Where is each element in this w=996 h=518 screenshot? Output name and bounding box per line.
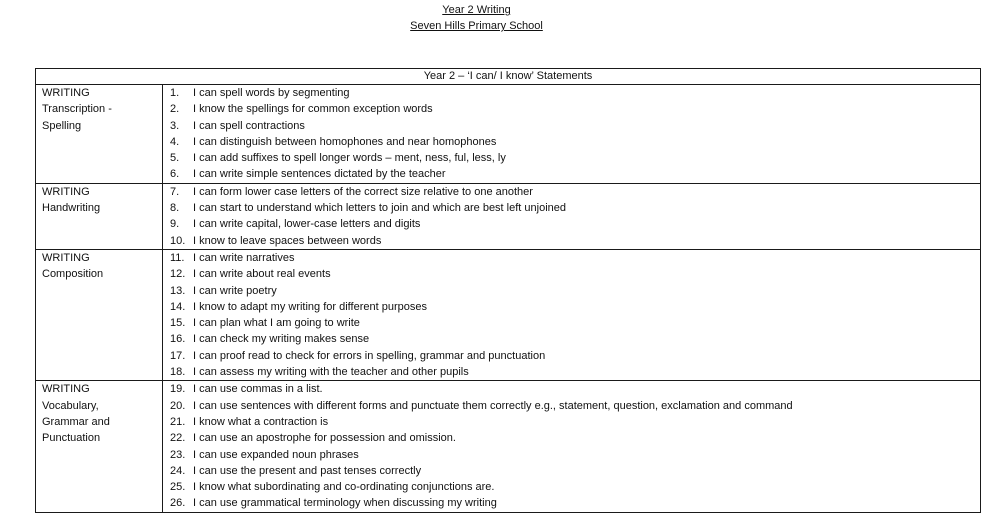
statement-number: 1.: [170, 87, 180, 99]
statement-item: [163, 398, 980, 414]
statement-text: I can use grammatical terminology when discussing my writing: [193, 497, 497, 510]
section-area-label: WRITING: [42, 383, 90, 396]
statement-item: [163, 118, 980, 134]
section-area-label: WRITING: [42, 185, 90, 198]
statement-number: 17.: [170, 349, 186, 362]
statement-item: [163, 250, 980, 266]
statement-text: I can write about real events: [193, 268, 331, 281]
statement-item: [163, 414, 980, 430]
school-name: Seven Hills Primary School: [410, 20, 543, 32]
statement-number: 10.: [170, 234, 186, 247]
table-header-row: [36, 69, 981, 85]
statement-text: I can write capital, lower-case letters and digits: [193, 218, 421, 231]
statement-number: 5.: [170, 152, 180, 165]
section-area-label: Composition: [42, 268, 104, 281]
statement-number: 7.: [170, 185, 180, 198]
statement-number: 24.: [170, 464, 186, 477]
document-title: Year 2 Writing: [442, 4, 511, 16]
statement-number: 12.: [170, 268, 186, 281]
statement-number: 25.: [170, 481, 186, 494]
statement-text: I can write poetry: [193, 284, 277, 297]
statement-item: [163, 348, 980, 364]
statement-number: 2.: [170, 103, 180, 116]
statement-item: [163, 381, 980, 397]
statement-item: [163, 150, 980, 166]
section-area-label: Handwriting: [42, 202, 101, 215]
statement-number: 16.: [170, 333, 186, 346]
section-area-cell: [36, 85, 163, 184]
document-header: [0, 2, 953, 34]
statement-item: [163, 134, 980, 150]
statement-text: I know what a contraction is: [193, 415, 329, 428]
statement-number: 9.: [170, 218, 180, 231]
section-area-label: Spelling: [42, 119, 82, 132]
statement-text: I can write narratives: [193, 251, 295, 264]
section-row: [36, 381, 981, 512]
statement-number: 14.: [170, 300, 186, 313]
statement-text: I can form lower case letters of the correct size relative to one another: [193, 185, 533, 198]
section-area-label: WRITING: [42, 251, 90, 264]
statement-item: [163, 447, 980, 463]
statement-text: I can use the present and past tenses correctly: [193, 464, 422, 477]
statement-number: 22.: [170, 432, 186, 445]
statement-text: I can check my writing makes sense: [193, 333, 370, 346]
section-row: [36, 249, 981, 380]
statement-item: [163, 216, 980, 232]
section-area-cell: [36, 249, 163, 380]
statement-text: I can assess my writing with the teacher and other pupils: [193, 366, 469, 379]
statement-text: I know the spellings for common exception words: [193, 103, 433, 116]
statement-number: 26.: [170, 497, 186, 510]
statement-list: [163, 381, 980, 511]
statement-number: 13.: [170, 284, 186, 297]
statement-item: [163, 364, 980, 380]
section-area-label: Punctuation: [42, 432, 101, 445]
statement-number: 6.: [170, 168, 180, 181]
statements-table: [35, 68, 981, 513]
statement-number: 4.: [170, 135, 180, 148]
statement-item: [163, 331, 980, 347]
statement-text: I can use an apostrophe for possession and omission.: [193, 432, 456, 445]
section-row: [36, 85, 981, 184]
statement-item: [163, 233, 980, 249]
section-area-cell: [36, 183, 163, 249]
section-area-cell: [36, 381, 163, 512]
statement-text: I know what subordinating and co-ordinating conjunctions are.: [193, 481, 495, 494]
statement-number: 20.: [170, 399, 186, 412]
statement-number: 23.: [170, 448, 186, 461]
statement-item: [163, 430, 980, 446]
statement-text: I know to adapt my writing for different purposes: [193, 300, 427, 313]
statement-item: [163, 463, 980, 479]
statement-number: 18.: [170, 366, 186, 379]
statement-text: I can plan what I am going to write: [193, 317, 360, 330]
statement-item: [163, 200, 980, 216]
statement-item: [163, 315, 980, 331]
statement-text: I can use sentences with different forms and punctuate them correctly e.g., statement, question, exclamation and command: [193, 399, 793, 412]
statement-number: 21.: [170, 415, 186, 428]
statement-item: [163, 101, 980, 117]
section-items-cell: [163, 85, 981, 184]
statement-item: [163, 479, 980, 495]
table-body: [36, 85, 981, 513]
section-items-cell: [163, 381, 981, 512]
statement-text: I can write simple sentences dictated by the teacher: [193, 168, 446, 181]
section-area-label: Vocabulary,: [42, 399, 99, 412]
section-items-cell: [163, 249, 981, 380]
table-header: Year 2 – ‘I can/ I know’ Statements: [36, 69, 981, 85]
statement-item: [163, 166, 980, 182]
statement-number: 15.: [170, 317, 186, 330]
statement-text: I can spell contractions: [193, 119, 305, 132]
statement-text: I can distinguish between homophones and near homophones: [193, 135, 497, 148]
statement-text: I know to leave spaces between words: [193, 234, 382, 247]
statement-text: I can spell words by segmenting: [193, 87, 350, 99]
statement-list: [163, 85, 980, 183]
statement-item: [163, 184, 980, 200]
section-area-label: Transcription -: [42, 103, 112, 116]
section-area-label: Grammar and: [42, 415, 110, 428]
statement-number: 11.: [170, 251, 185, 264]
section-area-label: WRITING: [42, 87, 90, 99]
section-items-cell: [163, 183, 981, 249]
statement-number: 19.: [170, 383, 186, 396]
statement-text: I can use commas in a list.: [193, 383, 323, 396]
statement-text: I can proof read to check for errors in spelling, grammar and punctuation: [193, 349, 546, 362]
section-row: [36, 183, 981, 249]
statement-text: I can use expanded noun phrases: [193, 448, 359, 461]
statement-number: 3.: [170, 119, 180, 132]
statement-item: [163, 266, 980, 282]
statement-text: I can start to understand which letters to join and which are best left unjoined: [193, 202, 566, 215]
statement-list: [163, 250, 980, 380]
statement-item: [163, 495, 980, 511]
statement-item: [163, 85, 980, 101]
statement-list: [163, 184, 980, 249]
statement-number: 8.: [170, 202, 180, 215]
statement-item: [163, 283, 980, 299]
statement-text: I can add suffixes to spell longer words – ment, ness, ful, less, ly: [193, 152, 506, 165]
statement-item: [163, 299, 980, 315]
